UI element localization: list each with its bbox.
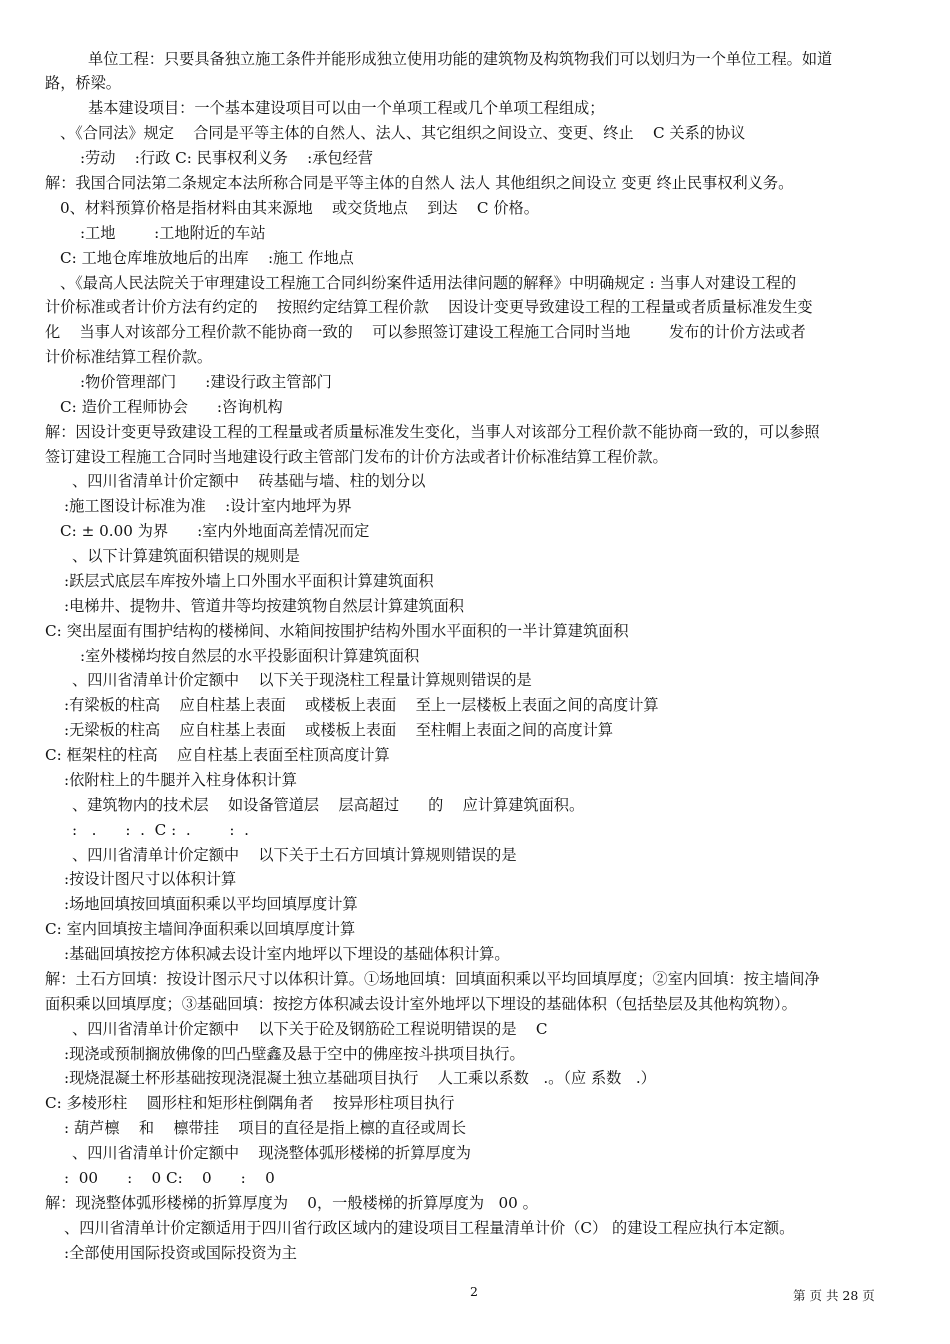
text-line: 面积乘以回填厚度；③基础回填：按挖方体积减去设计室外地坪以下埋设的基础体积（包括垫层及其他构筑物）。 — [45, 995, 797, 1013]
text-line: :按设计图尺寸以体积计算 — [64, 870, 237, 888]
text-line: :有梁板的柱高 应自柱基上表面 或楼板上表面 至上一层楼板上表面之间的高度计算 — [64, 696, 659, 714]
text-line: 计价标准或者计价方法有约定的 按照约定结算工程价款 因设计变更导致建设工程的工程量或者质量标准发生变 — [45, 298, 813, 316]
text-line: C: ± 0.00 为界 :室内外地面高差情况而定 — [60, 522, 370, 540]
text-line: :施工图设计标准为准 :设计室内地坪为界 — [64, 497, 352, 515]
text-line: 解：现浇整体弧形楼梯的折算厚度为 0，一般楼梯的折算厚度为 00 。 — [45, 1194, 538, 1212]
text-line: C: 造价工程师协会 :咨询机构 — [60, 398, 283, 416]
text-line: :基础回填按挖方体积减去设计室内地坪以下埋设的基础体积计算。 — [64, 945, 510, 963]
text-line: : . : . C : . : . — [72, 821, 249, 839]
page-info: 第 页 共 28 页 — [793, 1288, 875, 1303]
text-line: 解：我国合同法第二条规定本法所称合同是平等主体的自然人 法人 其他组织之间设立 变更 终止民事权利义务。 — [45, 174, 794, 192]
text-line: C: 多棱形柱 圆形柱和矩形柱倒隅角者 按异形柱项目执行 — [45, 1094, 455, 1112]
text-line: 、以下计算建筑面积错误的规则是 — [72, 547, 300, 565]
text-line: 单位工程：只要具备独立施工条件并能形成独立使用功能的建筑物及构筑物我们可以划归为一个单位工程。如道 — [88, 50, 833, 68]
text-line: 、四川省清单计价定额中 砖基础与墙、柱的划分以 — [72, 472, 426, 490]
text-line: :现烧混凝土杯形基础按现浇混凝土独立基础项目执行 人工乘以系数 .。（应 系数 .） — [64, 1069, 656, 1087]
text-line: 化 当事人对该部分工程价款不能协商一致的 可以参照签订建设工程施工合同时当地 发布的计价方法或者 — [45, 323, 806, 341]
text-line: :依附柱上的牛腿并入柱身体积计算 — [64, 771, 297, 789]
text-line: C: 框架柱的柱高 应自柱基上表面至柱顶高度计算 — [45, 746, 390, 764]
page-number: 2 — [470, 1284, 478, 1299]
text-line: 、《合同法》规定 合同是平等主体的自然人、法人、其它组织之间设立、变更、终止 C 关系的协议 — [60, 124, 746, 142]
text-line: : 葫芦檩 和 檩带挂 项目的直径是指上檩的直径或周长 — [64, 1119, 467, 1137]
text-line: 基本建设项目：一个基本建设项目可以由一个单项工程或几个单项工程组成； — [88, 99, 605, 117]
text-line: 、《最高人民法院关于审理建设工程施工合同纠纷案件适用法律问题的解释》中明确规定 : 当事人对建设工程的 — [60, 274, 797, 292]
text-line: 0、材料预算价格是指材料由其来源地 或交货地点 到达 C 价格。 — [60, 199, 539, 217]
text-line: 路，桥梁。 — [45, 74, 121, 92]
text-line: 、四川省清单计价定额中 以下关于土石方回填计算规则错误的是 — [72, 846, 517, 864]
text-line: :无梁板的柱高 应自柱基上表面 或楼板上表面 至柱帽上表面之间的高度计算 — [64, 721, 614, 739]
text-line: 解：土石方回填：按设计图示尺寸以体积计算。①场地回填：回填面积乘以平均回填厚度；②室内回填：按主墙间净 — [45, 970, 820, 988]
text-line: C: 室内回填按主墙间净面积乘以回填厚度计算 — [45, 920, 356, 938]
text-line: : 00 : 0 C: 0 : 0 — [64, 1169, 275, 1187]
text-line: 、四川省清单计价定额中 以下关于砼及钢筋砼工程说明错误的是 C — [72, 1020, 548, 1038]
text-line: 、四川省清单计价定额中 以下关于现浇柱工程量计算规则错误的是 — [72, 671, 532, 689]
text-line: :劳动 :行政 C: 民事权利义务 :承包经营 — [80, 149, 373, 167]
text-line: 、四川省清单计价定额适用于四川省行政区域内的建设项目工程量清单计价（C） 的建设工程应执行本定额。 — [64, 1219, 795, 1237]
text-line: :全部使用国际投资或国际投资为主 — [64, 1244, 297, 1262]
text-line: 解：因设计变更导致建设工程的工程量或者质量标准发生变化，当事人对该部分工程价款不能协商一致的，可以参照 — [45, 423, 820, 441]
text-line: :物价管理部门 :建设行政主管部门 — [80, 373, 332, 391]
text-line: :电梯井、提物井、管道井等均按建筑物自然层计算建筑面积 — [64, 597, 464, 615]
text-line: :室外楼梯均按自然层的水平投影面积计算建筑面积 — [80, 647, 420, 665]
text-line: :跃层式底层车库按外墙上口外围水平面积计算建筑面积 — [64, 572, 434, 590]
text-line: :工地 :工地附近的车站 — [80, 224, 266, 242]
text-line: 签订建设工程施工合同时当地建设行政主管部门发布的计价方法或者计价标准结算工程价款。 — [45, 448, 668, 466]
text-line: 、建筑物内的技术层 如设备管道层 层高超过 的 应计算建筑面积。 — [72, 796, 585, 814]
text-line: :现浇或预制搁放佛像的凹凸壁鑫及悬于空中的佛座按斗拱项目执行。 — [64, 1045, 525, 1063]
text-line: 、四川省清单计价定额中 现浇整体弧形楼梯的折算厚度为 — [72, 1144, 471, 1162]
text-line: C: 突出屋面有围护结构的楼梯间、水箱间按围护结构外围水平面积的一半计算建筑面积 — [45, 622, 629, 640]
text-line: 计价标准结算工程价款。 — [45, 348, 213, 366]
text-line: :场地回填按回填面积乘以平均回填厚度计算 — [64, 895, 358, 913]
text-line: C: 工地仓库堆放地后的出库 :施工 作地点 — [60, 249, 354, 267]
